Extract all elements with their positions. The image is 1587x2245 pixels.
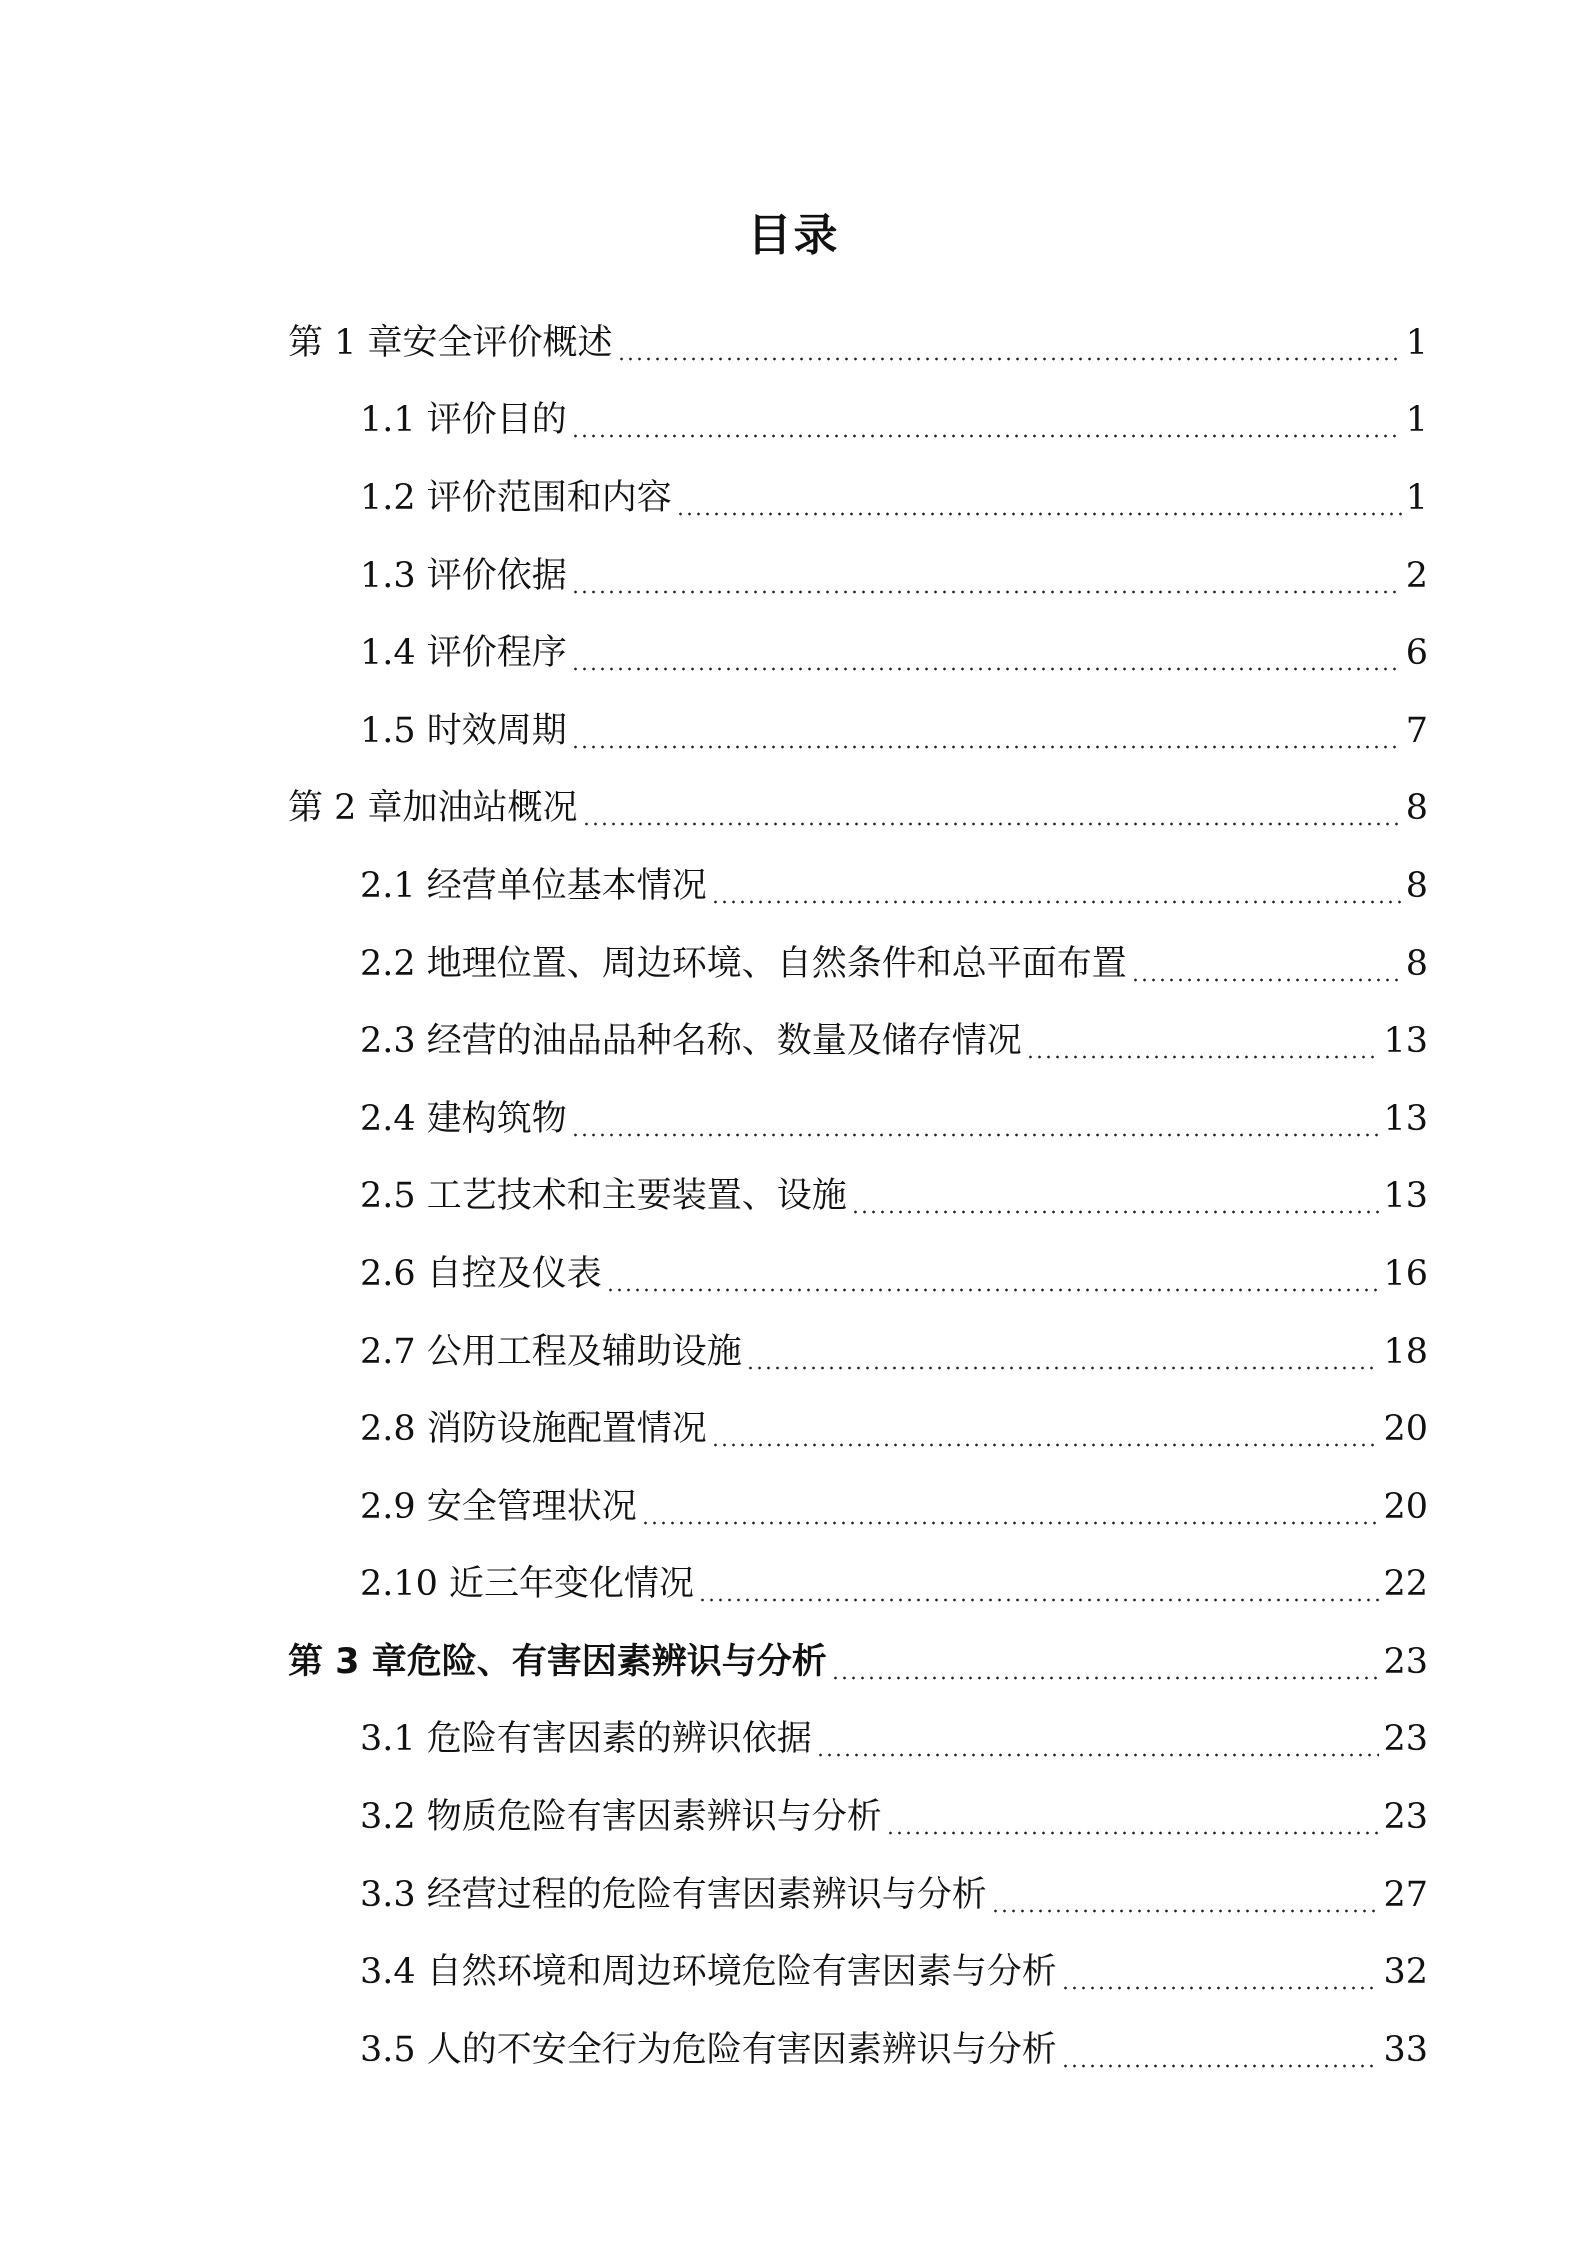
toc-dot-leader xyxy=(816,1716,1380,1762)
toc-page-number: 1 xyxy=(1405,322,1428,363)
toc-entry-label: 2.5 工艺技术和主要装置、设施 xyxy=(360,1176,847,1217)
toc-entry-label: 1.4 评价程序 xyxy=(360,633,567,674)
toc-entry-label: 3.1 危险有害因素的辨识依据 xyxy=(360,1719,812,1760)
toc-section-entry[interactable] xyxy=(0,459,1428,537)
toc-section-entry[interactable] xyxy=(0,1778,1428,1856)
toc-entry-label: 2.6 自控及仪表 xyxy=(360,1253,602,1294)
toc-entry-label: 3.2 物质危险有害因素辨识与分析 xyxy=(360,1797,882,1838)
toc-section-entry[interactable] xyxy=(0,1002,1428,1080)
toc-entry-label: 第 1 章安全评价概述 xyxy=(288,322,613,363)
toc-entry-label: 1.3 评价依据 xyxy=(360,555,567,596)
toc-dot-leader xyxy=(676,475,1402,521)
toc-dot-leader xyxy=(1131,941,1402,987)
toc-dot-leader xyxy=(851,1173,1380,1219)
toc-page-number: 1 xyxy=(1405,400,1428,441)
toc-page-number: 27 xyxy=(1383,1874,1428,1915)
toc-page-number: 23 xyxy=(1383,1719,1428,1760)
toc-section-entry[interactable] xyxy=(0,1080,1428,1158)
toc-dot-leader xyxy=(831,1639,1380,1685)
toc-page-number: 33 xyxy=(1383,2029,1428,2070)
toc-page-number: 8 xyxy=(1405,943,1428,984)
toc-dot-leader xyxy=(571,397,1402,443)
toc-page-number: 18 xyxy=(1383,1331,1428,1372)
toc-section-entry[interactable] xyxy=(0,925,1428,1003)
toc-section-entry[interactable] xyxy=(0,1701,1428,1779)
toc-dot-leader xyxy=(641,1484,1380,1530)
toc-entry-label: 2.8 消防设施配置情况 xyxy=(360,1409,707,1450)
toc-entry-label: 2.4 建构筑物 xyxy=(360,1098,567,1139)
toc-page-number: 20 xyxy=(1383,1486,1428,1527)
toc-entry-label: 2.3 经营的油品品种名称、数量及储存情况 xyxy=(360,1021,1022,1062)
toc-page-number: 23 xyxy=(1383,1641,1428,1682)
toc-page-number: 13 xyxy=(1383,1176,1428,1217)
toc-section-entry[interactable] xyxy=(0,1313,1428,1391)
toc-page-number: 13 xyxy=(1383,1021,1428,1062)
toc-section-entry[interactable] xyxy=(0,1546,1428,1624)
toc-chapter-entry[interactable] xyxy=(0,770,1428,848)
toc-entry-label: 1.2 评价范围和内容 xyxy=(360,477,672,518)
toc-dot-leader xyxy=(606,1251,1380,1297)
toc-chapter-entry[interactable] xyxy=(0,1623,1428,1701)
toc-section-entry[interactable] xyxy=(0,1856,1428,1934)
toc-dot-leader xyxy=(711,1406,1380,1452)
toc-chapter-entry[interactable] xyxy=(0,304,1428,382)
toc-dot-leader xyxy=(582,785,1402,831)
toc-title: 目录 xyxy=(747,210,840,261)
toc-dot-leader xyxy=(617,320,1402,366)
toc-page-number: 6 xyxy=(1405,633,1428,674)
toc-dot-leader xyxy=(1061,2027,1380,2073)
toc-page-number: 16 xyxy=(1383,1253,1428,1294)
toc-entry-label: 1.5 时效周期 xyxy=(360,710,567,751)
toc-dot-leader xyxy=(711,863,1402,909)
toc-section-entry[interactable] xyxy=(0,2011,1428,2089)
toc-section-entry[interactable] xyxy=(0,1235,1428,1313)
toc-dot-leader xyxy=(1061,1949,1380,1995)
toc-page-number: 2 xyxy=(1405,555,1428,596)
toc-dot-leader xyxy=(886,1794,1380,1840)
toc-dot-leader xyxy=(571,553,1402,599)
toc-dot-leader xyxy=(746,1329,1380,1375)
toc-section-entry[interactable] xyxy=(0,1933,1428,2011)
toc-entry-label: 3.3 经营过程的危险有害因素辨识与分析 xyxy=(360,1874,987,1915)
toc-section-entry[interactable] xyxy=(0,1468,1428,1546)
toc-page-number: 22 xyxy=(1383,1564,1428,1605)
toc-page-number: 32 xyxy=(1383,1952,1428,1993)
toc-section-entry[interactable] xyxy=(0,382,1428,460)
toc-page-number: 8 xyxy=(1405,865,1428,906)
toc-page-number: 8 xyxy=(1405,788,1428,829)
toc-section-entry[interactable] xyxy=(0,692,1428,770)
toc-page-number: 23 xyxy=(1383,1797,1428,1838)
toc-entry-label: 2.10 近三年变化情况 xyxy=(360,1564,695,1605)
toc-list xyxy=(0,304,1587,2089)
toc-section-entry[interactable] xyxy=(0,537,1428,615)
toc-entry-label: 3.5 人的不安全行为危险有害因素辨识与分析 xyxy=(360,2029,1057,2070)
toc-entry-label: 2.1 经营单位基本情况 xyxy=(360,865,707,906)
toc-section-entry[interactable] xyxy=(0,847,1428,925)
toc-page-number: 20 xyxy=(1383,1409,1428,1450)
toc-page-number: 1 xyxy=(1405,477,1428,518)
toc-entry-label: 2.9 安全管理状况 xyxy=(360,1486,637,1527)
toc-entry-label: 2.7 公用工程及辅助设施 xyxy=(360,1331,742,1372)
toc-section-entry[interactable] xyxy=(0,1158,1428,1236)
toc-dot-leader xyxy=(991,1872,1380,1918)
toc-section-entry[interactable] xyxy=(0,614,1428,692)
toc-entry-label: 1.1 评价目的 xyxy=(360,400,567,441)
toc-dot-leader xyxy=(1026,1018,1380,1064)
toc-page-number: 13 xyxy=(1383,1098,1428,1139)
toc-dot-leader xyxy=(571,1096,1380,1142)
toc-dot-leader xyxy=(571,630,1402,676)
toc-section-entry[interactable] xyxy=(0,1390,1428,1468)
toc-dot-leader xyxy=(571,708,1402,754)
toc-page-number: 7 xyxy=(1405,710,1428,751)
toc-entry-label: 2.2 地理位置、周边环境、自然条件和总平面布置 xyxy=(360,943,1127,984)
toc-entry-label: 第 2 章加油站概况 xyxy=(288,788,578,829)
toc-dot-leader xyxy=(698,1561,1379,1607)
toc-entry-label: 3.4 自然环境和周边环境危险有害因素与分析 xyxy=(360,1952,1057,1993)
toc-entry-label: 第 3 章危险、有害因素辨识与分析 xyxy=(288,1641,827,1682)
